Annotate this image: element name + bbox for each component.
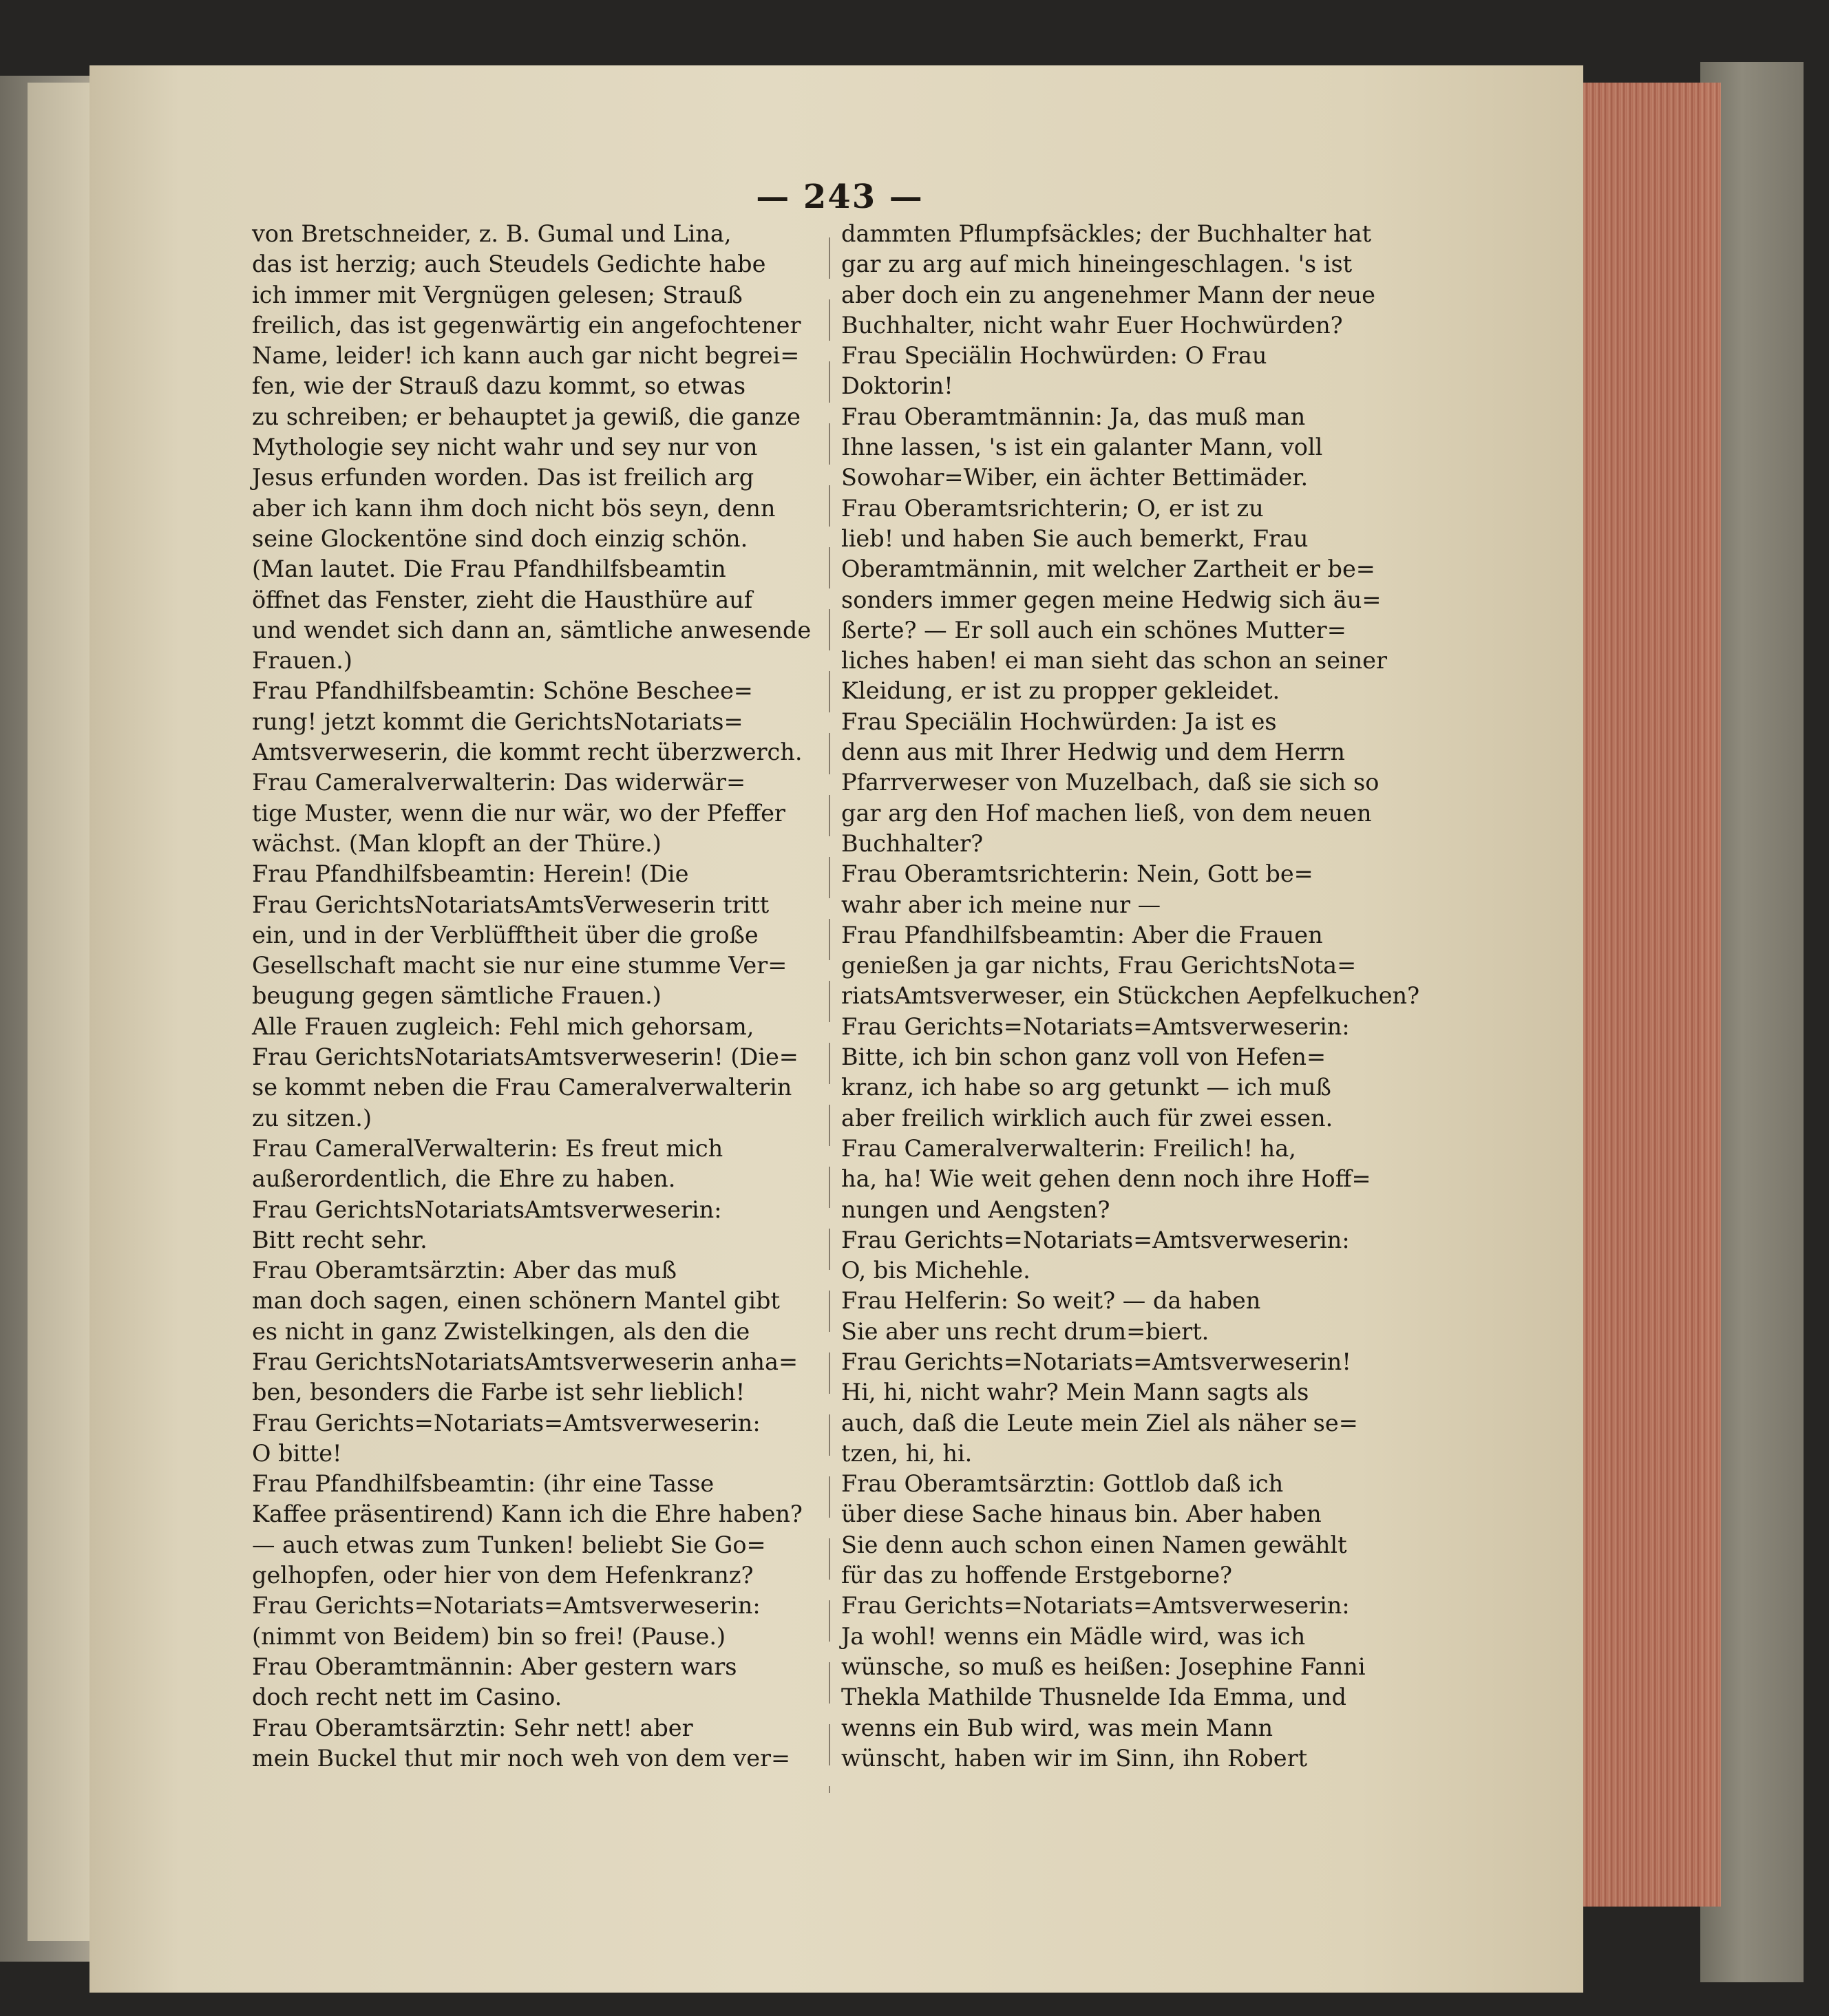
text-line: mein Buckel thut mir noch weh von dem ver= bbox=[252, 1744, 791, 1772]
text-line: aber doch ein zu angenehmer Mann der neue bbox=[841, 281, 1375, 308]
text-line: denn aus mit Ihrer Hedwig und dem Herrn bbox=[841, 739, 1345, 766]
text-line: Frau Gerichts=Notariats=Amtsverweserin: bbox=[841, 1592, 1350, 1620]
text-line: fen, wie der Strauß dazu kommt, so etwas bbox=[252, 372, 746, 400]
text-line: Kaffee präsentirend) Kann ich die Ehre haben? bbox=[252, 1500, 803, 1528]
text-line: Sie denn auch schon einen Namen gewählt bbox=[841, 1531, 1347, 1558]
text-line: sonders immer gegen meine Hedwig sich äu= bbox=[841, 586, 1382, 613]
text-line: ßerte? — Er soll auch ein schönes Mutter= bbox=[841, 616, 1346, 644]
text-line: wünscht, haben wir im Sinn, ihn Robert bbox=[841, 1744, 1308, 1772]
text-line: seine Glockentöne sind doch einzig schön. bbox=[252, 524, 748, 552]
text-line: über diese Sache hinaus bin. Aber haben bbox=[841, 1500, 1322, 1528]
text-line: und wendet sich dann an, sämtliche anwesende bbox=[252, 616, 812, 644]
text-line: für das zu hoffende Erstgeborne? bbox=[841, 1562, 1233, 1589]
text-line: Frau Gerichts=Notariats=Amtsverweserin: bbox=[841, 1012, 1350, 1040]
page-block-edge bbox=[1576, 83, 1721, 1907]
text-line: ich immer mit Vergnügen gelesen; Strauß bbox=[252, 281, 743, 308]
text-line: wünsche, so muß es heißen: Josephine Fanni bbox=[841, 1653, 1366, 1680]
text-line: Frau Speciälin Hochwürden: O Frau bbox=[841, 342, 1267, 370]
text-line: Frau Cameralverwalterin: Freilich! ha, bbox=[841, 1134, 1296, 1162]
text-line: Bitte, ich bin schon ganz voll von Hefen= bbox=[841, 1043, 1326, 1071]
text-line: Frau Oberamtmännin: Aber gestern wars bbox=[252, 1653, 737, 1680]
text-line: O bitte! bbox=[252, 1439, 342, 1467]
text-line: Frau Oberamtsärztin: Gottlob daß ich bbox=[841, 1470, 1284, 1498]
text-line: tige Muster, wenn die nur wär, wo der Pfeffer bbox=[252, 799, 785, 827]
text-line: Sowohar=Wiber, ein ächter Bettimäder. bbox=[841, 464, 1309, 491]
text-line: Hi, hi, nicht wahr? Mein Mann sagts als bbox=[841, 1379, 1309, 1406]
text-line: außerordentlich, die Ehre zu haben. bbox=[252, 1165, 676, 1193]
text-line: wahr aber ich meine nur — bbox=[841, 891, 1161, 918]
text-line: Kleidung, er ist zu propper gekleidet. bbox=[841, 677, 1280, 705]
text-line: Frau Pfandhilfsbeamtin: Schöne Bescheе= bbox=[252, 677, 753, 705]
text-line: Sie aber uns recht drum=biert. bbox=[841, 1317, 1209, 1345]
text-column-left bbox=[252, 219, 816, 1774]
text-line: dammten Pflumpfsäckles; der Buchhalter hat bbox=[841, 220, 1372, 247]
text-line: Frau Oberamtsrichterin; O, er ist zu bbox=[841, 494, 1264, 522]
text-line: Frau Oberamtsärztin: Sehr nett! aber bbox=[252, 1714, 693, 1741]
text-line: Frau Oberamtsärztin: Aber das muß bbox=[252, 1257, 677, 1284]
text-line: Frau Gerichts=Notariats=Amtsverweserin: bbox=[252, 1409, 761, 1436]
text-line: doch recht nett im Casino. bbox=[252, 1684, 562, 1711]
text-line: Frau Gerichts=Notariats=Amtsverweserin: bbox=[841, 1226, 1350, 1253]
text-line: ein, und in der Verblüfftheit über die große bbox=[252, 921, 759, 948]
text-line: ha, ha! Wie weit gehen denn noch ihre Hoff= bbox=[841, 1165, 1371, 1193]
text-line: man doch sagen, einen schönern Mantel gibt bbox=[252, 1287, 780, 1315]
text-line: wächst. (Man klopft an der Thüre.) bbox=[252, 829, 662, 857]
text-line: auch, daß die Leute mein Ziel als näher se= bbox=[841, 1409, 1358, 1436]
text-line: Frau Gerichts=Notariats=Amtsverweserin! bbox=[841, 1348, 1351, 1375]
text-line: gelhopfen, oder hier von dem Hefenkranz? bbox=[252, 1562, 754, 1589]
text-line: von Bretschneider, z. B. Gumal und Lina, bbox=[252, 220, 732, 247]
text-line: Frau GerichtsNotariatsAmtsverweserin anha= bbox=[252, 1348, 799, 1375]
text-line: (Man lautet. Die Frau Pfandhilfsbeamtin bbox=[252, 555, 726, 583]
text-line: lieb! und haben Sie auch bemerkt, Frau bbox=[841, 524, 1309, 552]
text-line: beugung gegen sämtliche Frauen.) bbox=[252, 982, 662, 1010]
text-line: Frau Pfandhilfsbeamtin: Herein! (Die bbox=[252, 860, 689, 888]
text-line: Buchhalter? bbox=[841, 829, 984, 857]
text-line: Oberamtmännin, mit welcher Zartheit er be= bbox=[841, 555, 1375, 583]
text-line: freilich, das ist gegenwärtig ein angefochtener bbox=[252, 311, 801, 339]
text-line: Pfarrverweser von Muzelbach, daß sie sich so bbox=[841, 769, 1379, 796]
text-line: zu schreiben; er behauptet ja gewiß, die ganze bbox=[252, 403, 801, 430]
text-line: Frau Gerichts=Notariats=Amtsverweserin: bbox=[252, 1592, 761, 1620]
text-line: Frau Speciälin Hochwürden: Ja ist es bbox=[841, 708, 1277, 735]
text-line: Ja wohl! wenns ein Mädle wird, was ich bbox=[841, 1622, 1306, 1650]
text-line: Doktorin! bbox=[841, 372, 953, 400]
text-line: öffnet das Fenster, zieht die Hausthüre auf bbox=[252, 586, 753, 613]
text-line: ben, besonders die Farbe ist sehr lieblich! bbox=[252, 1379, 746, 1406]
text-line: se kommt neben die Frau Cameralverwalterin bbox=[252, 1074, 792, 1101]
text-line: (nimmt von Beidem) bin so frei! (Pause.) bbox=[252, 1622, 726, 1650]
text-line: Frauen.) bbox=[252, 647, 352, 675]
text-line: — auch etwas zum Tunken! beliebt Sie Go= bbox=[252, 1531, 766, 1558]
page-number: — 243 — bbox=[756, 178, 924, 216]
text-line: nungen und Aengsten? bbox=[841, 1196, 1110, 1223]
column-divider bbox=[829, 237, 830, 1793]
text-line: wenns ein Bub wird, was mein Mann bbox=[841, 1714, 1273, 1741]
text-line: Jesus erfunden worden. Das ist freilich arg bbox=[252, 464, 754, 491]
text-line: Frau Pfandhilfsbeamtin: Aber die Frauen bbox=[841, 921, 1323, 948]
text-line: tzen, hi, hi. bbox=[841, 1439, 973, 1467]
text-line: Gesellschaft macht sie nur eine stumme Ver= bbox=[252, 952, 787, 979]
text-line: riatsAmtsverweser, ein Stückchen Aepfelkuchen? bbox=[841, 982, 1420, 1010]
text-line: aber ich kann ihm doch nicht bös seyn, denn bbox=[252, 494, 776, 522]
text-line: Bitt recht sehr. bbox=[252, 1226, 427, 1253]
text-line: Buchhalter, nicht wahr Euer Hochwürden? bbox=[841, 311, 1343, 339]
text-line: gar zu arg auf mich hineingeschlagen. 's ist bbox=[841, 251, 1353, 278]
text-line: Ihne lassen, 's ist ein galanter Mann, voll bbox=[841, 434, 1323, 461]
text-line: es nicht in ganz Zwistelkingen, als den die bbox=[252, 1317, 750, 1345]
text-line: Frau Pfandhilfsbeamtin: (ihr eine Tasse bbox=[252, 1470, 715, 1498]
text-line: genießen ja gar nichts, Frau GerichtsNota= bbox=[841, 952, 1357, 979]
text-line: Frau Cameralverwalterin: Das widerwär= bbox=[252, 769, 746, 796]
text-line: Frau GerichtsNotariatsAmtsverweserin! (Die= bbox=[252, 1043, 799, 1071]
text-line: Name, leider! ich kann auch gar nicht begrei= bbox=[252, 342, 800, 370]
text-line: Frau GerichtsNotariatsAmtsVerweserin tritt bbox=[252, 891, 770, 918]
text-line: kranz, ich habe so arg getunkt — ich muß bbox=[841, 1074, 1331, 1101]
text-line: Frau Helferin: So weit? — da haben bbox=[841, 1287, 1261, 1315]
text-line: rung! jetzt kommt die GerichtsNotariats= bbox=[252, 708, 743, 735]
text-line: Frau GerichtsNotariatsAmtsverweserin: bbox=[252, 1196, 722, 1223]
text-line: O, bis Michehle. bbox=[841, 1257, 1030, 1284]
text-line: das ist herzig; auch Steudels Gedichte habe bbox=[252, 251, 766, 278]
text-line: zu sitzen.) bbox=[252, 1104, 372, 1132]
text-line: Thekla Mathilde Thusnelde Ida Emma, und bbox=[841, 1684, 1346, 1711]
text-line: aber freilich wirklich auch für zwei essen. bbox=[841, 1104, 1333, 1132]
text-line: gar arg den Hof machen ließ, von dem neuen bbox=[841, 799, 1372, 827]
text-line: Amtsverweserin, die kommt recht überzwerch. bbox=[252, 739, 803, 766]
text-line: Frau CameralVerwalterin: Es freut mich bbox=[252, 1134, 723, 1162]
text-line: Alle Frauen zugleich: Fehl mich gehorsam, bbox=[252, 1012, 754, 1040]
text-line: Frau Oberamtsrichterin: Nein, Gott be= bbox=[841, 860, 1313, 888]
text-line: Mythologie sey nicht wahr und sey nur von bbox=[252, 434, 758, 461]
text-column-right bbox=[841, 219, 1420, 1774]
text-line: liches haben! ei man sieht das schon an seiner bbox=[841, 647, 1388, 675]
text-line: Frau Oberamtmännin: Ja, das muß man bbox=[841, 403, 1306, 430]
